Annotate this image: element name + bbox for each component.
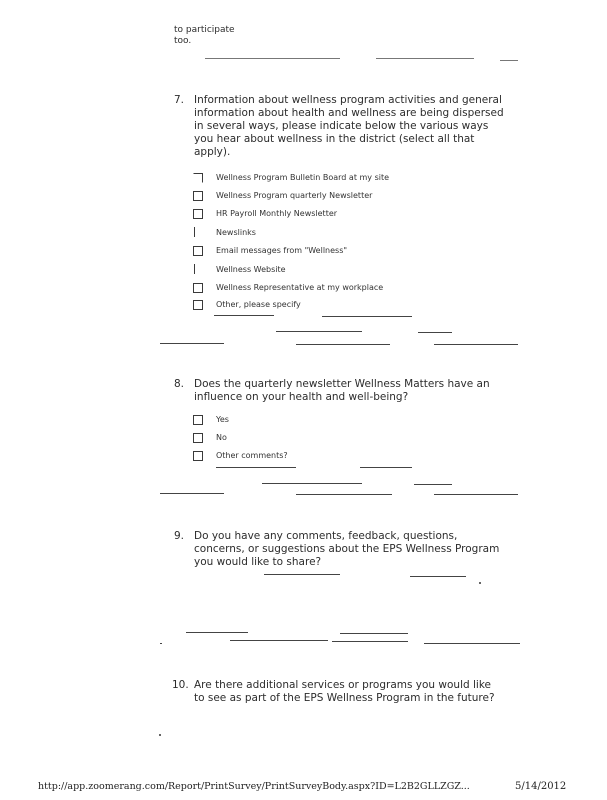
option-label: Yes [216, 415, 229, 424]
answer-line [264, 574, 340, 575]
checkbox-wellness-website[interactable] [194, 264, 195, 274]
option-label: Wellness Program quarterly Newsletter [216, 191, 373, 200]
answer-line [360, 467, 412, 468]
answer-line [332, 641, 408, 642]
question-8-number: 8. [174, 378, 185, 390]
option-label: Other, please specify [216, 300, 301, 309]
answer-line [296, 344, 390, 345]
option-label: Wellness Representative at my workplace [216, 283, 384, 292]
question-7-line-3: in several ways, please indicate below the various ways [194, 120, 489, 132]
answer-line [214, 315, 274, 316]
checkbox-newslinks[interactable] [194, 227, 195, 237]
checkbox-hr-payroll-newsletter[interactable] [193, 209, 203, 219]
answer-line [376, 58, 474, 59]
header-line-1: to participate [174, 25, 235, 35]
checkbox-other-specify[interactable] [193, 300, 203, 310]
answer-line [322, 316, 412, 317]
question-9-line-2: concerns, or suggestions about the EPS Wellness Program [194, 543, 500, 555]
question-10-line-1: Are there additional services or programs you would like [194, 679, 492, 691]
answer-line [216, 467, 296, 468]
header-line-2: too. [174, 36, 192, 46]
answer-line [160, 493, 224, 494]
answer-line [160, 343, 224, 344]
question-10-line-2: to see as part of the EPS Wellness Program in the future? [194, 692, 495, 704]
option-label: Newslinks [216, 228, 256, 237]
scan-dot [159, 734, 161, 736]
option-label: Wellness Website [216, 265, 286, 274]
question-8-line-1: Does the quarterly newsletter Wellness Matters have an [194, 378, 490, 390]
answer-line [414, 484, 452, 485]
question-8-line-2: influence on your health and well-being? [194, 391, 409, 403]
answer-line [418, 332, 452, 333]
answer-line [434, 494, 518, 495]
answer-line [296, 494, 392, 495]
option-label: Wellness Program Bulletin Board at my site [216, 173, 390, 182]
question-9-line-1: Do you have any comments, feedback, questions, [194, 530, 458, 542]
checkbox-quarterly-newsletter[interactable] [193, 191, 203, 201]
question-7-number: 7. [174, 94, 185, 106]
question-7-line-2: information about health and wellness are being dispersed [194, 107, 504, 119]
checkbox-no[interactable] [193, 433, 203, 443]
answer-line [262, 483, 362, 484]
answer-line [276, 331, 362, 332]
option-label: Email messages from "Wellness" [216, 246, 348, 255]
checkbox-email-messages[interactable] [193, 246, 203, 256]
answer-line [434, 344, 518, 345]
checkbox-bulletin-board[interactable] [193, 173, 203, 183]
answer-line [186, 632, 248, 633]
option-label: HR Payroll Monthly Newsletter [216, 209, 338, 218]
option-label: Other comments? [216, 451, 288, 460]
question-7-line-1: Information about wellness program activities and general [194, 94, 502, 106]
answer-line [410, 576, 466, 577]
answer-line [340, 633, 408, 634]
checkbox-wellness-representative[interactable] [193, 283, 203, 293]
answer-line [230, 640, 328, 641]
question-9-number: 9. [174, 530, 185, 542]
question-7-line-5: apply). [194, 146, 231, 158]
checkbox-other-comments[interactable] [193, 451, 203, 461]
answer-line [205, 58, 340, 59]
question-7-line-4: you hear about wellness in the district (select all that [194, 133, 475, 145]
question-10-number: 10. [172, 679, 189, 691]
answer-line [424, 643, 520, 644]
question-9-line-3: you would like to share? [194, 556, 322, 568]
scan-dot [479, 582, 481, 584]
answer-line [160, 643, 162, 644]
footer-url: http://app.zoomerang.com/Report/PrintSurvey/PrintSurveyBody.aspx?ID=L2B2GLLZGZ... [38, 781, 470, 792]
answer-line [500, 60, 518, 61]
option-label: No [216, 433, 227, 442]
footer-date: 5/14/2012 [515, 781, 567, 792]
checkbox-yes[interactable] [193, 415, 203, 425]
